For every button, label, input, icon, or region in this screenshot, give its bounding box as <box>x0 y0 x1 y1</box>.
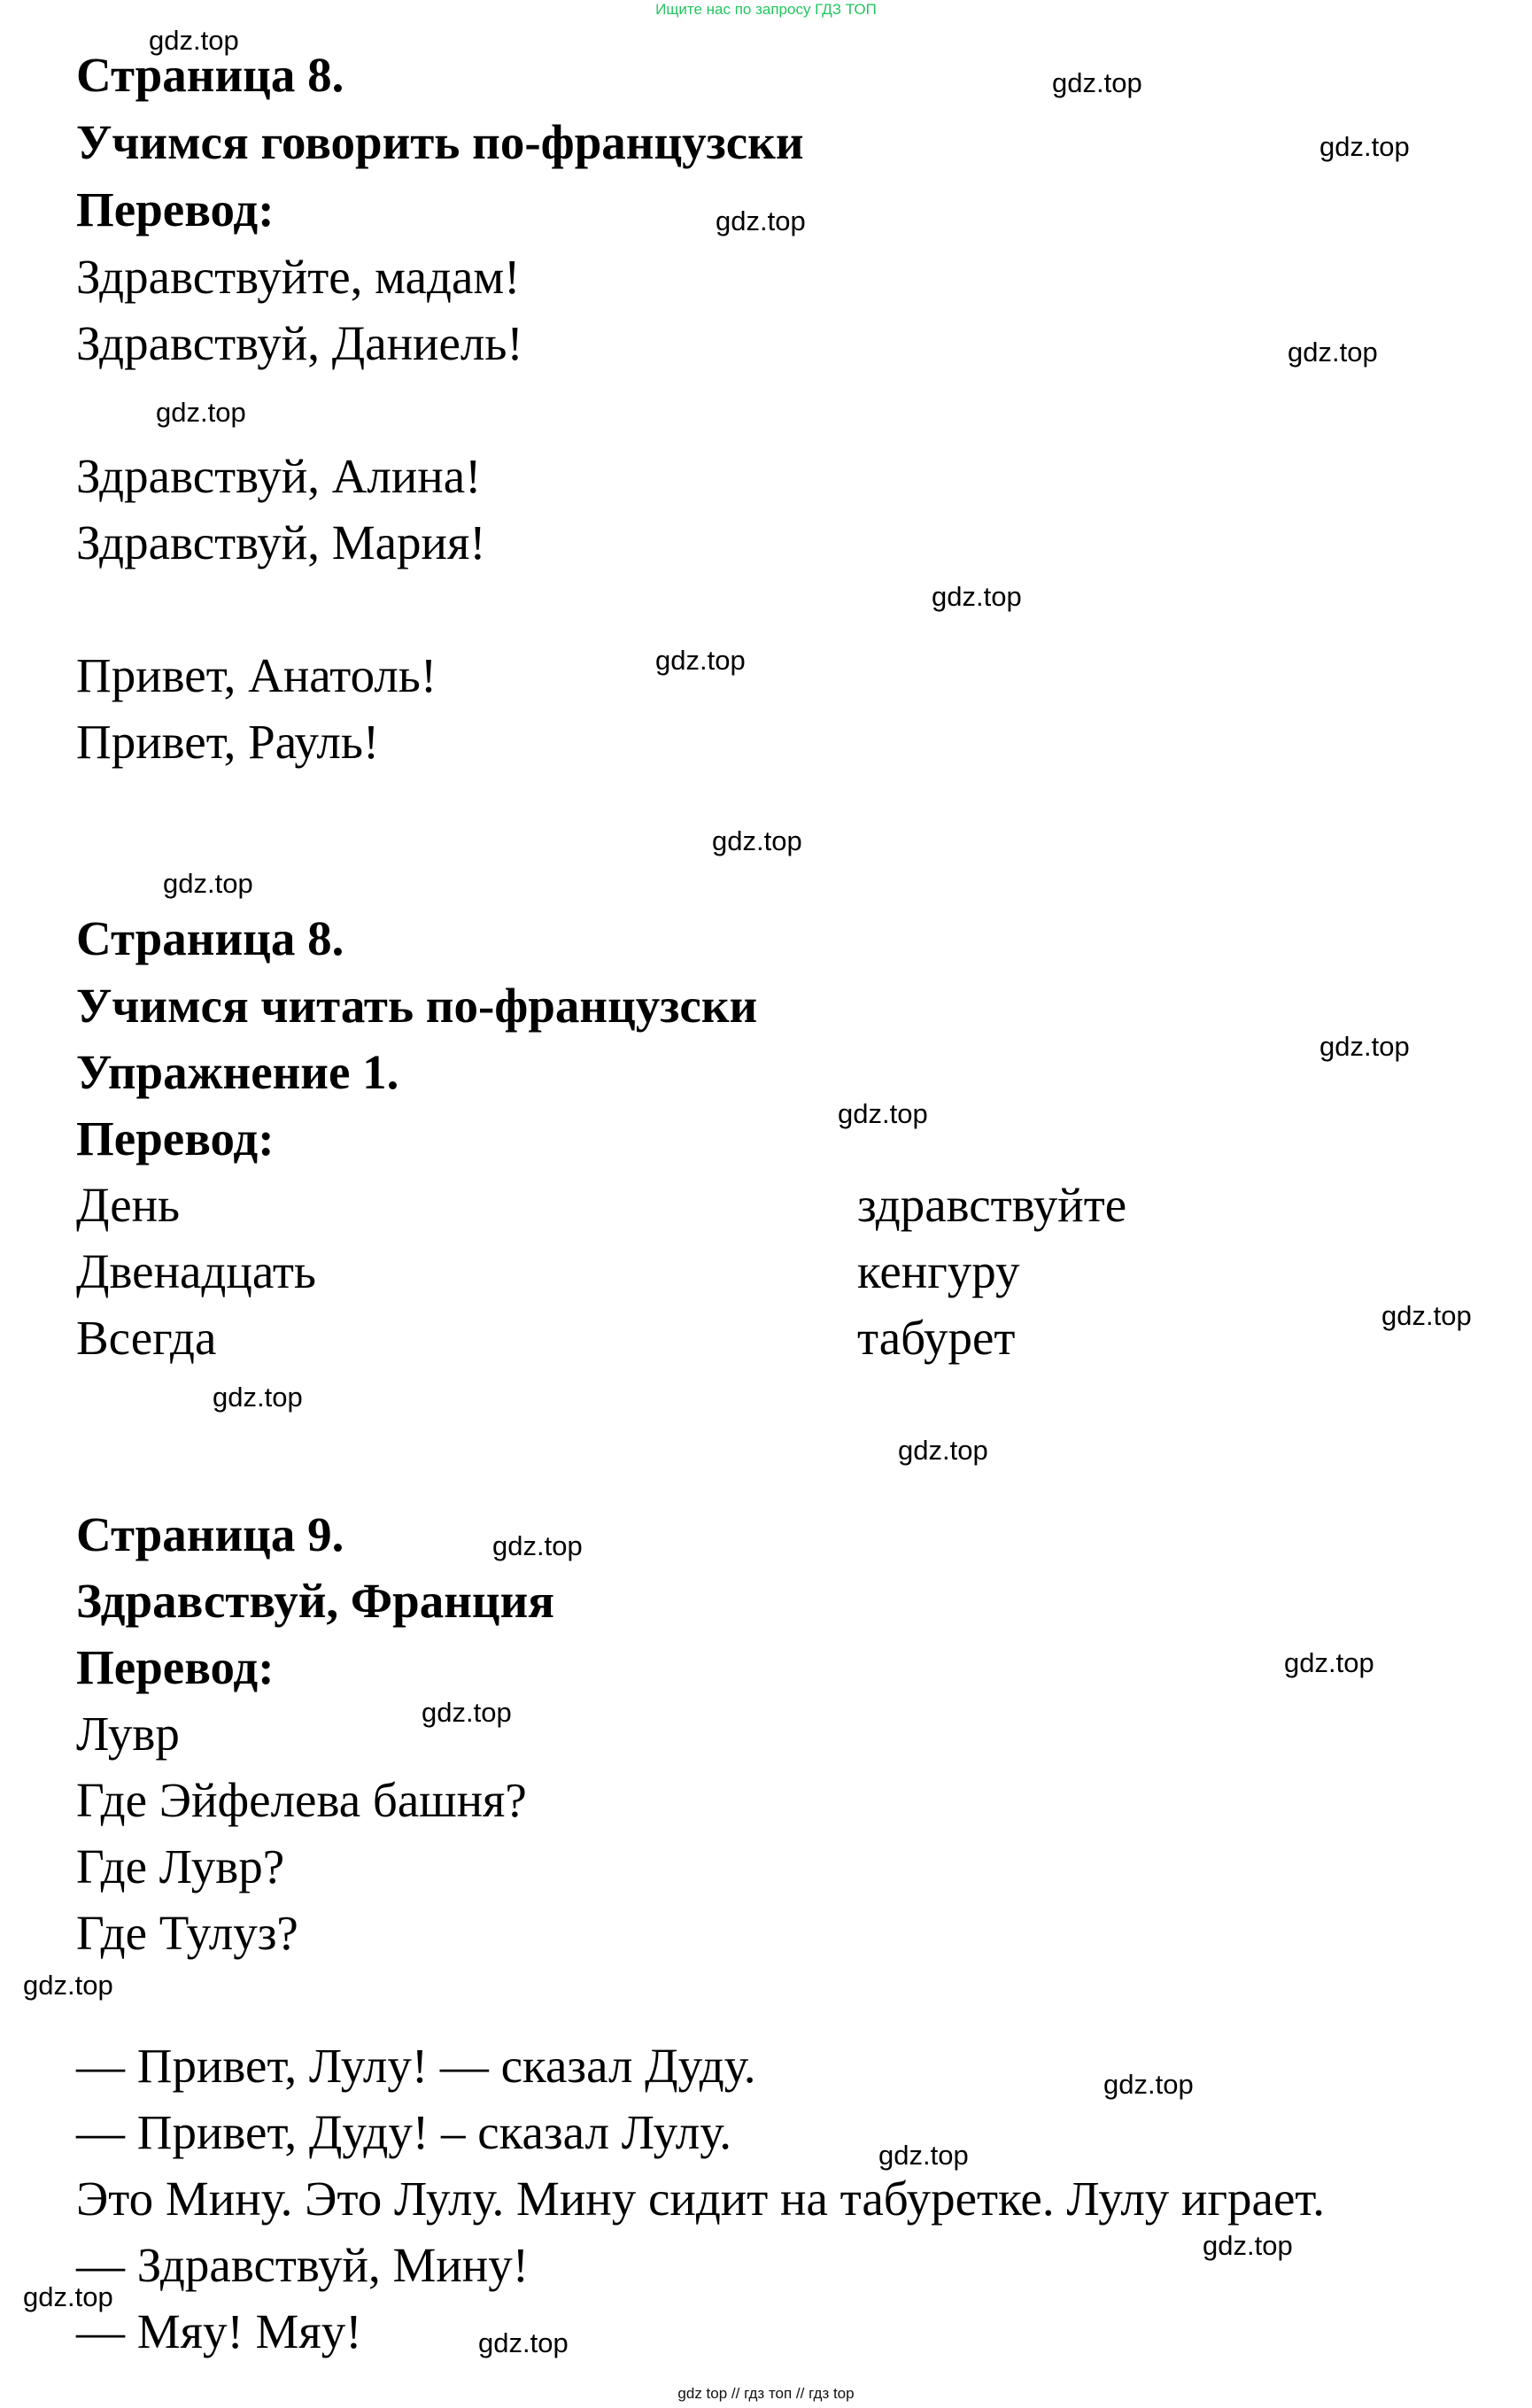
section1-line: Здравствуйте, мадам! <box>76 250 521 304</box>
section2-translation-label: Перевод: <box>76 1111 275 1165</box>
section1-page-heading: Страница 8. <box>76 48 344 102</box>
watermark: gdz.top <box>213 1382 303 1413</box>
section3-title: Здравствуй, Франция <box>76 1574 555 1628</box>
watermark: gdz.top <box>422 1697 512 1728</box>
word-left: Двенадцать <box>76 1244 316 1298</box>
section1-line: Здравствуй, Мария! <box>76 515 486 569</box>
watermark: gdz.top <box>1381 1300 1472 1331</box>
watermark: gdz.top <box>23 2281 113 2312</box>
section3-line: Где Лувр? <box>76 1839 285 1893</box>
dialogue-line: — Привет, Дуду! – сказал Лулу. <box>76 2105 731 2159</box>
watermark: gdz.top <box>492 1530 583 1561</box>
watermark: gdz.top <box>655 645 746 676</box>
section2-page-heading: Страница 8. <box>76 911 344 965</box>
watermark: gdz.top <box>1103 2069 1194 2100</box>
watermark: gdz.top <box>838 1098 928 1129</box>
watermark: gdz.top <box>898 1435 988 1466</box>
watermark: gdz.top <box>716 205 806 236</box>
search-banner[interactable]: Ищите нас по запросу ГДЗ ТОП <box>655 1 877 18</box>
watermark: gdz.top <box>1319 131 1410 162</box>
watermark: gdz.top <box>478 2327 569 2358</box>
section3-page-heading: Страница 9. <box>76 1507 344 1561</box>
watermark: gdz.top <box>932 581 1022 612</box>
watermark: gdz.top <box>712 825 802 856</box>
dialogue-line: — Мяу! Мяу! <box>76 2304 362 2358</box>
watermark: gdz.top <box>1203 2230 1293 2261</box>
watermark: gdz.top <box>163 868 253 899</box>
dialogue-line: — Привет, Лулу! — сказал Дуду. <box>76 2039 756 2093</box>
section1-translation-label: Перевод: <box>76 182 275 236</box>
word-right: здравствуйте <box>857 1178 1127 1232</box>
watermark: gdz.top <box>1284 1647 1374 1678</box>
section1-line: Здравствуй, Алина! <box>76 449 482 503</box>
watermark: gdz.top <box>878 2140 969 2171</box>
section3-translation-label: Перевод: <box>76 1640 275 1694</box>
watermark: gdz.top <box>149 25 239 56</box>
section1-line: Привет, Рауль! <box>76 715 380 769</box>
section1-title: Учимся говорить по-французски <box>76 115 804 169</box>
watermark: gdz.top <box>1288 337 1378 368</box>
section3-line: Где Тулуз? <box>76 1906 298 1960</box>
footer-watermark: gdz top // гдз топ // гдз top <box>677 2385 855 2402</box>
section2-exercise: Упражнение 1. <box>76 1045 399 1099</box>
word-right: табурет <box>857 1311 1016 1365</box>
word-left: Всегда <box>76 1311 217 1365</box>
watermark: gdz.top <box>23 1970 113 2001</box>
watermark: gdz.top <box>1052 67 1142 98</box>
word-right: кенгуру <box>857 1244 1020 1298</box>
dialogue-line: Это Мину. Это Лулу. Мину сидит на табуретке. Лулу играет. <box>76 2172 1326 2226</box>
section2-title: Учимся читать по-французски <box>76 979 758 1033</box>
dialogue-line: — Здравствуй, Мину! <box>76 2238 530 2292</box>
watermark: gdz.top <box>1319 1031 1410 1062</box>
section3-line: Где Эйфелева башня? <box>76 1773 527 1827</box>
section3-line: Лувр <box>76 1707 180 1761</box>
section1-line: Привет, Анатоль! <box>76 648 437 702</box>
section1-line: Здравствуй, Даниель! <box>76 316 523 370</box>
watermark: gdz.top <box>156 397 246 428</box>
word-left: День <box>76 1178 181 1232</box>
